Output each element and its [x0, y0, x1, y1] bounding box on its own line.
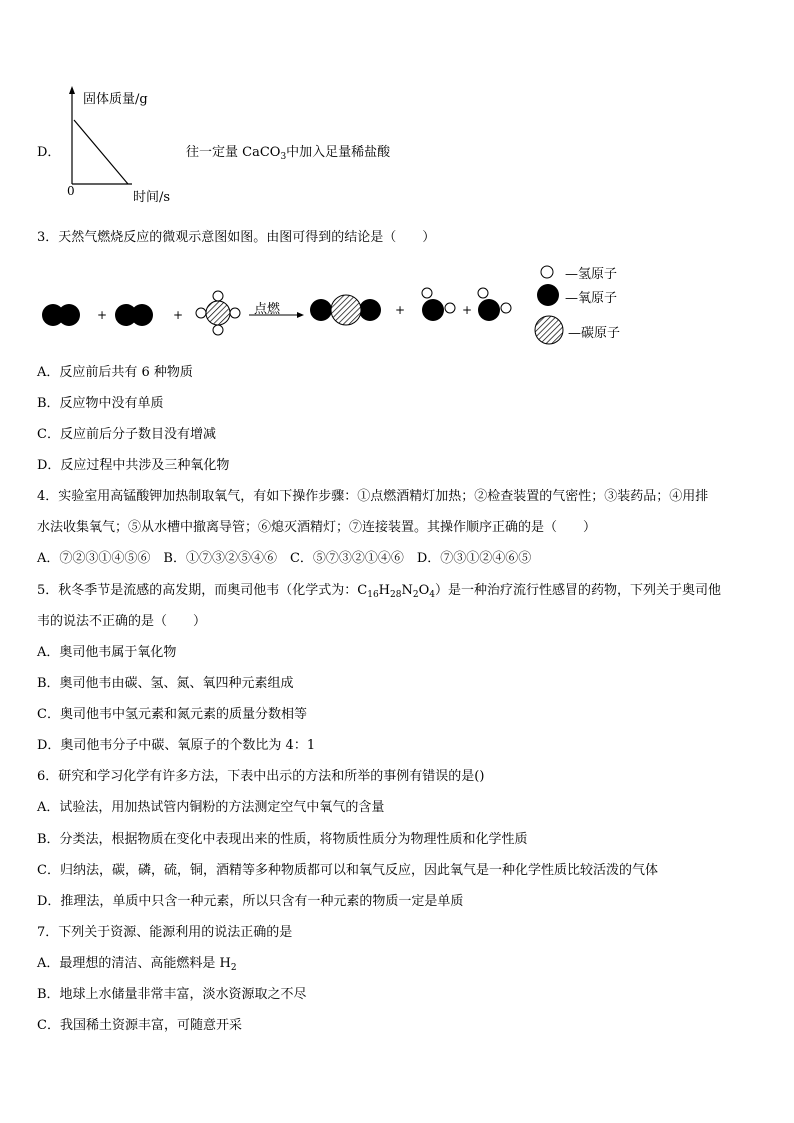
q6-option-d: D．推理法，单质中只含一种元素，所以只含有一种元素的物质一定是单质 — [37, 894, 464, 909]
q2d-option-label: D． — [37, 145, 61, 160]
plus-sign: + — [97, 308, 108, 322]
carbon-dioxide-molecule — [310, 295, 381, 325]
legend-hydrogen: —氢原子 — [565, 267, 618, 282]
q6-stem: 6．研究和学习化学有许多方法，下表中出示的方法和所举的事例有错误的是() — [37, 769, 485, 784]
q3-option-b: B．反应物中没有单质 — [37, 396, 164, 411]
arrow-label: 点燃 — [254, 302, 281, 317]
q2d-description: 往一定量 CaCO$_3$中加入足量稀盐酸 — [186, 145, 391, 162]
q5-stem-line2: 韦的说法不正确的是（ ） — [37, 614, 207, 629]
q7-option-c: C．我国稀土资源丰富，可随意开采 — [37, 1018, 242, 1033]
plus-sign: + — [395, 303, 406, 317]
legend-oxygen: —氧原子 — [565, 291, 618, 306]
q7-option-b: B．地球上水储量非常丰富，淡水资源取之不尽 — [37, 987, 307, 1002]
x-axis-label: 时间/s — [133, 190, 171, 205]
q5-option-a: A．奥司他韦属于氧化物 — [37, 645, 177, 660]
q3-option-d: D．反应过程中共涉及三种氧化物 — [37, 458, 230, 473]
water-molecule — [422, 288, 455, 321]
plus-sign: + — [173, 308, 184, 322]
q4-stem-line1: 4．实验室用高锰酸钾加热制取氧气，有如下操作步骤：①点燃酒精灯加热；②检查装置的气密性；③装药品；④用排 — [37, 489, 709, 504]
hydrogen-atom-icon — [541, 266, 553, 278]
plus-sign: + — [462, 303, 473, 317]
y-axis-arrow-icon — [69, 86, 75, 94]
q6-option-a: A．试验法，用加热试管内铜粉的方法测定空气中氧气的含量 — [37, 800, 385, 815]
methane-molecule — [196, 291, 240, 335]
q5-option-b: B．奥司他韦由碳、氢、氮、氧四种元素组成 — [37, 676, 294, 691]
water-molecule — [478, 288, 511, 321]
legend-carbon: —碳原子 — [568, 326, 621, 341]
origin-label: 0 — [67, 184, 75, 198]
q3-option-a: A．反应前后共有 6 种物质 — [37, 365, 193, 380]
oxygen-atom-icon — [537, 284, 559, 306]
q4-options: A．⑦②③①④⑤⑥ B．①⑦③②⑤④⑥ C．⑤⑦③②①④⑥ D．⑦③①②④⑥⑤ — [37, 551, 532, 566]
q5-option-d: D．奥司他韦分子中碳、氧原子的个数比为 4：1 — [37, 738, 316, 753]
q5-stem-line1: 5．秋冬季节是流感的高发期，而奥司他韦（化学式为：$C_{16}H_{28}N_2O_4$）是一种治疗流行性感冒的药物，下列关于奥司他 — [37, 583, 721, 600]
y-axis-label: 固体质量/g — [83, 92, 148, 107]
mass-line — [74, 120, 128, 184]
q3-stem: 3．天然气燃烧反应的微观示意图如图。由图可得到的结论是（ ） — [37, 230, 436, 245]
q7-stem: 7．下列关于资源、能源利用的说法正确的是 — [37, 925, 293, 940]
oxygen-molecule — [42, 304, 80, 326]
q4-stem-line2: 水法收集氧气；⑤从水槽中撤离导管；⑥熄灭酒精灯；⑦连接装置。其操作顺序正确的是（ ） — [37, 520, 597, 535]
arrow-head-icon — [297, 312, 304, 318]
q3-option-c: C．反应前后分子数目没有增减 — [37, 427, 216, 442]
oxygen-molecule — [115, 304, 153, 326]
q6-option-b: B．分类法，根据物质在变化中表现出来的性质，将物质性质分为物理性质和化学性质 — [37, 832, 528, 847]
q5-option-c: C．奥司他韦中氢元素和氮元素的质量分数相等 — [37, 707, 307, 722]
q7-option-a: A．最理想的清洁、高能燃料是 $H_2$ — [37, 956, 237, 973]
water-molecules — [415, 284, 515, 334]
carbon-atom-icon — [535, 316, 563, 344]
q6-option-c: C．归纳法，碳，磷，硫，铜，酒精等多种物质都可以和氧气反应，因此氧气是一种化学性质比较活泼的气体 — [37, 863, 658, 878]
reaction-diagram — [38, 284, 398, 344]
